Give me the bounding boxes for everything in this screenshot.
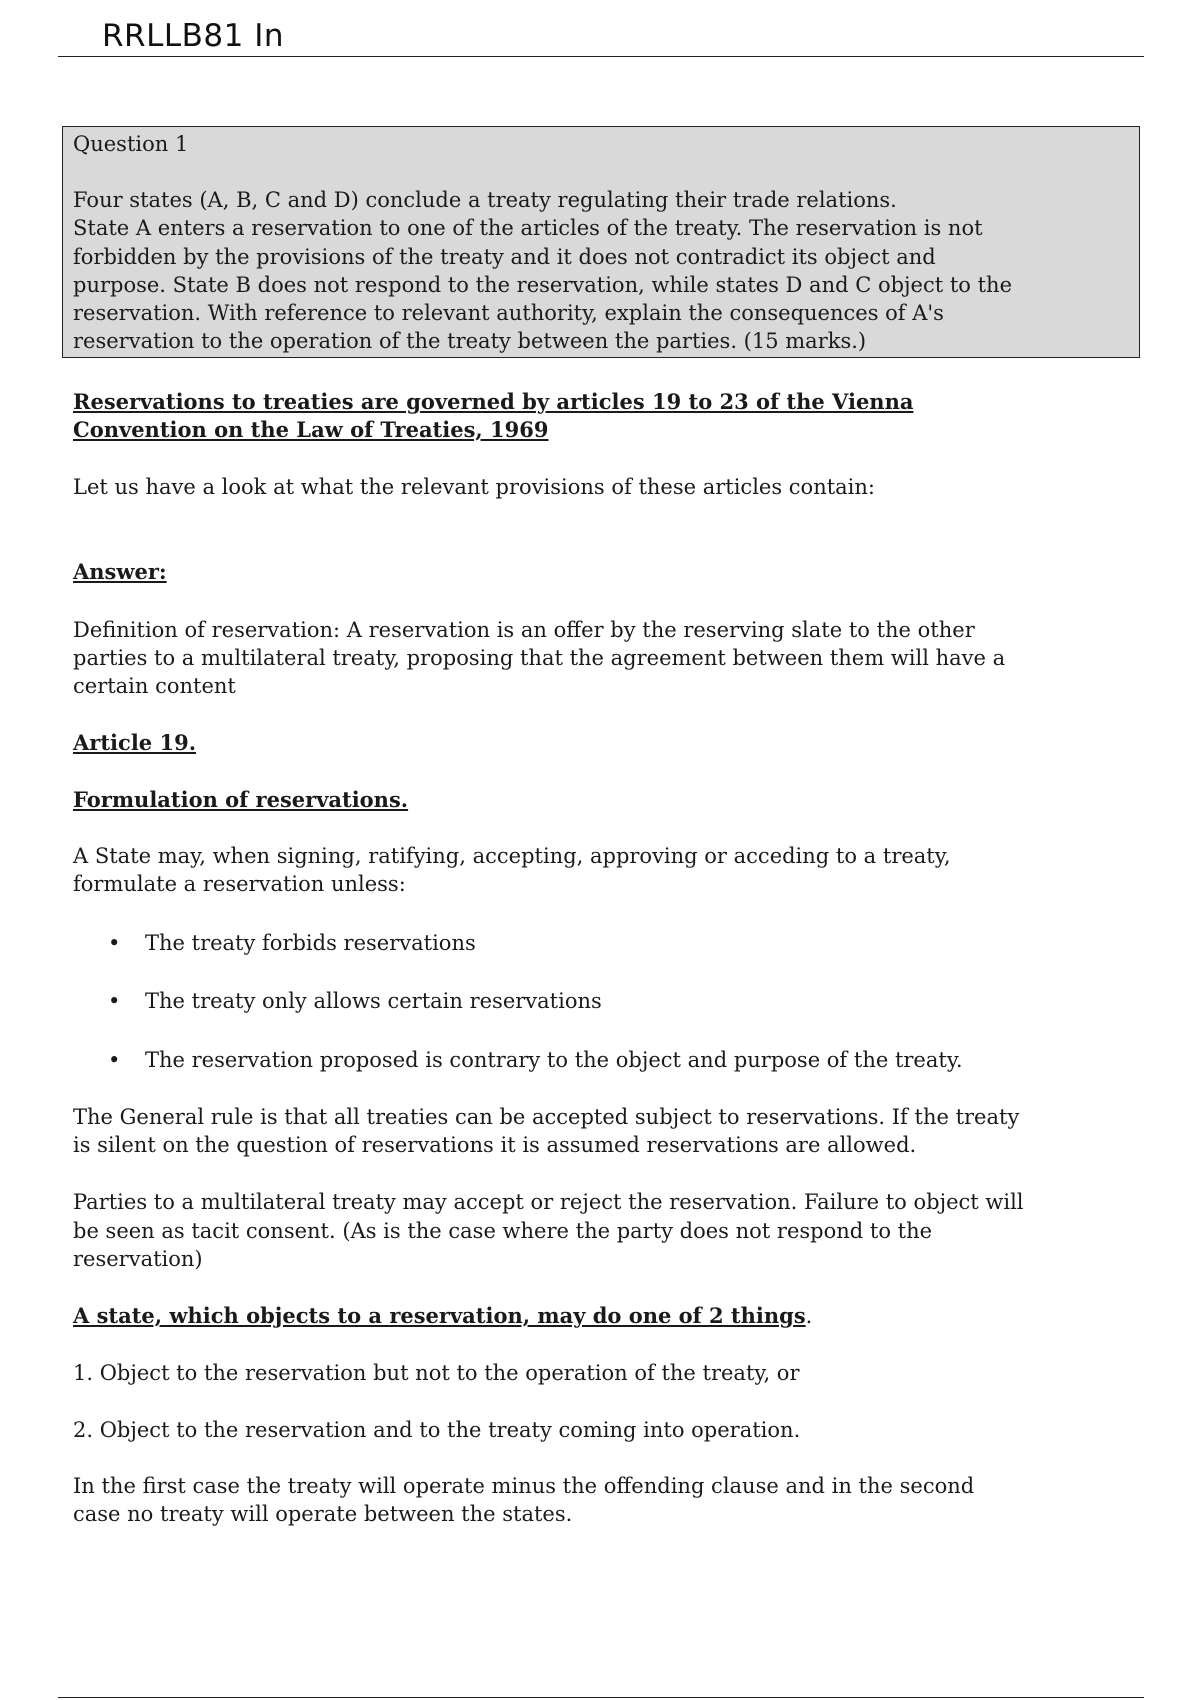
conclusion-line-1: In the first case the treaty will operate minus the offending clause and in the second bbox=[73, 1474, 975, 1498]
vienna-heading-line-1: Reservations to treaties are governed by articles 19 to 23 of the Vienna bbox=[73, 389, 914, 414]
bullet-item: The treaty forbids reservations bbox=[145, 931, 476, 955]
objects-heading-text: A state, which objects to a reservation, may do one of 2 things bbox=[73, 1303, 806, 1328]
parties-line-2: be seen as tacit consent. (As is the case where the party does not respond to the bbox=[73, 1219, 933, 1243]
page-header-title: RRLLB81 In bbox=[102, 18, 284, 54]
question-line: Four states (A, B, C and D) conclude a treaty regulating their trade relations. bbox=[73, 188, 897, 212]
objects-heading bbox=[73, 1302, 1133, 1330]
question-line: reservation. With reference to relevant authority, explain the consequences of A's bbox=[73, 301, 944, 326]
formulation-heading: Formulation of reservations. bbox=[73, 787, 409, 812]
bullet-marker: • bbox=[108, 989, 121, 1013]
general-rule-line-2: is silent on the question of reservations it is assumed reservations are allowed. bbox=[73, 1133, 917, 1157]
bullet-marker: • bbox=[108, 931, 121, 955]
general-rule-line-1: The General rule is that all treaties can be accepted subject to reservations. If the treaty bbox=[73, 1105, 1020, 1129]
objects-heading-period: . bbox=[805, 1304, 813, 1328]
question-line: reservation to the operation of the treaty between the parties. (15 marks.) bbox=[73, 329, 867, 354]
definition-line-3: certain content bbox=[73, 674, 236, 698]
article-19-heading: Article 19. bbox=[73, 730, 197, 755]
definition-line-1: Definition of reservation: A reservation is an offer by the reserving slate to the other bbox=[73, 618, 975, 642]
question-line: State A enters a reservation to one of the articles of the treaty. The reservation is not bbox=[73, 216, 983, 241]
question-box bbox=[62, 126, 1140, 358]
conclusion-line-2: case no treaty will operate between the states. bbox=[73, 1502, 573, 1526]
bullet-marker: • bbox=[108, 1048, 121, 1072]
question-label: Question 1 bbox=[73, 132, 189, 156]
formulate-line-2: formulate a reservation unless: bbox=[73, 872, 406, 896]
header-rule bbox=[58, 56, 1144, 57]
definition-line-2: parties to a multilateral treaty, proposing that the agreement between them will have a bbox=[73, 646, 1006, 670]
option-2: 2. Object to the reservation and to the treaty coming into operation. bbox=[73, 1418, 801, 1442]
option-1: 1. Object to the reservation but not to the operation of the treaty, or bbox=[73, 1361, 800, 1385]
question-line: purpose. State B does not respond to the reservation, while states D and C object to the bbox=[73, 272, 1013, 297]
answer-heading: Answer: bbox=[73, 559, 167, 584]
question-line: forbidden by the provisions of the treaty and it does not contradict its object and bbox=[73, 244, 936, 269]
parties-line-1: Parties to a multilateral treaty may accept or reject the reservation. Failure to object will bbox=[73, 1190, 1024, 1214]
vienna-heading-line-2: Convention on the Law of Treaties, 1969 bbox=[73, 417, 549, 442]
formulate-line-1: A State may, when signing, ratifying, accepting, approving or acceding to a treaty, bbox=[73, 844, 951, 868]
footer-rule bbox=[58, 1697, 1144, 1698]
bullet-item: The treaty only allows certain reservations bbox=[145, 989, 602, 1013]
parties-line-3: reservation) bbox=[73, 1247, 203, 1271]
question-text bbox=[73, 186, 1133, 356]
bullet-item: The reservation proposed is contrary to the object and purpose of the treaty. bbox=[145, 1048, 963, 1072]
intro-text: Let us have a look at what the relevant provisions of these articles contain: bbox=[73, 475, 875, 499]
